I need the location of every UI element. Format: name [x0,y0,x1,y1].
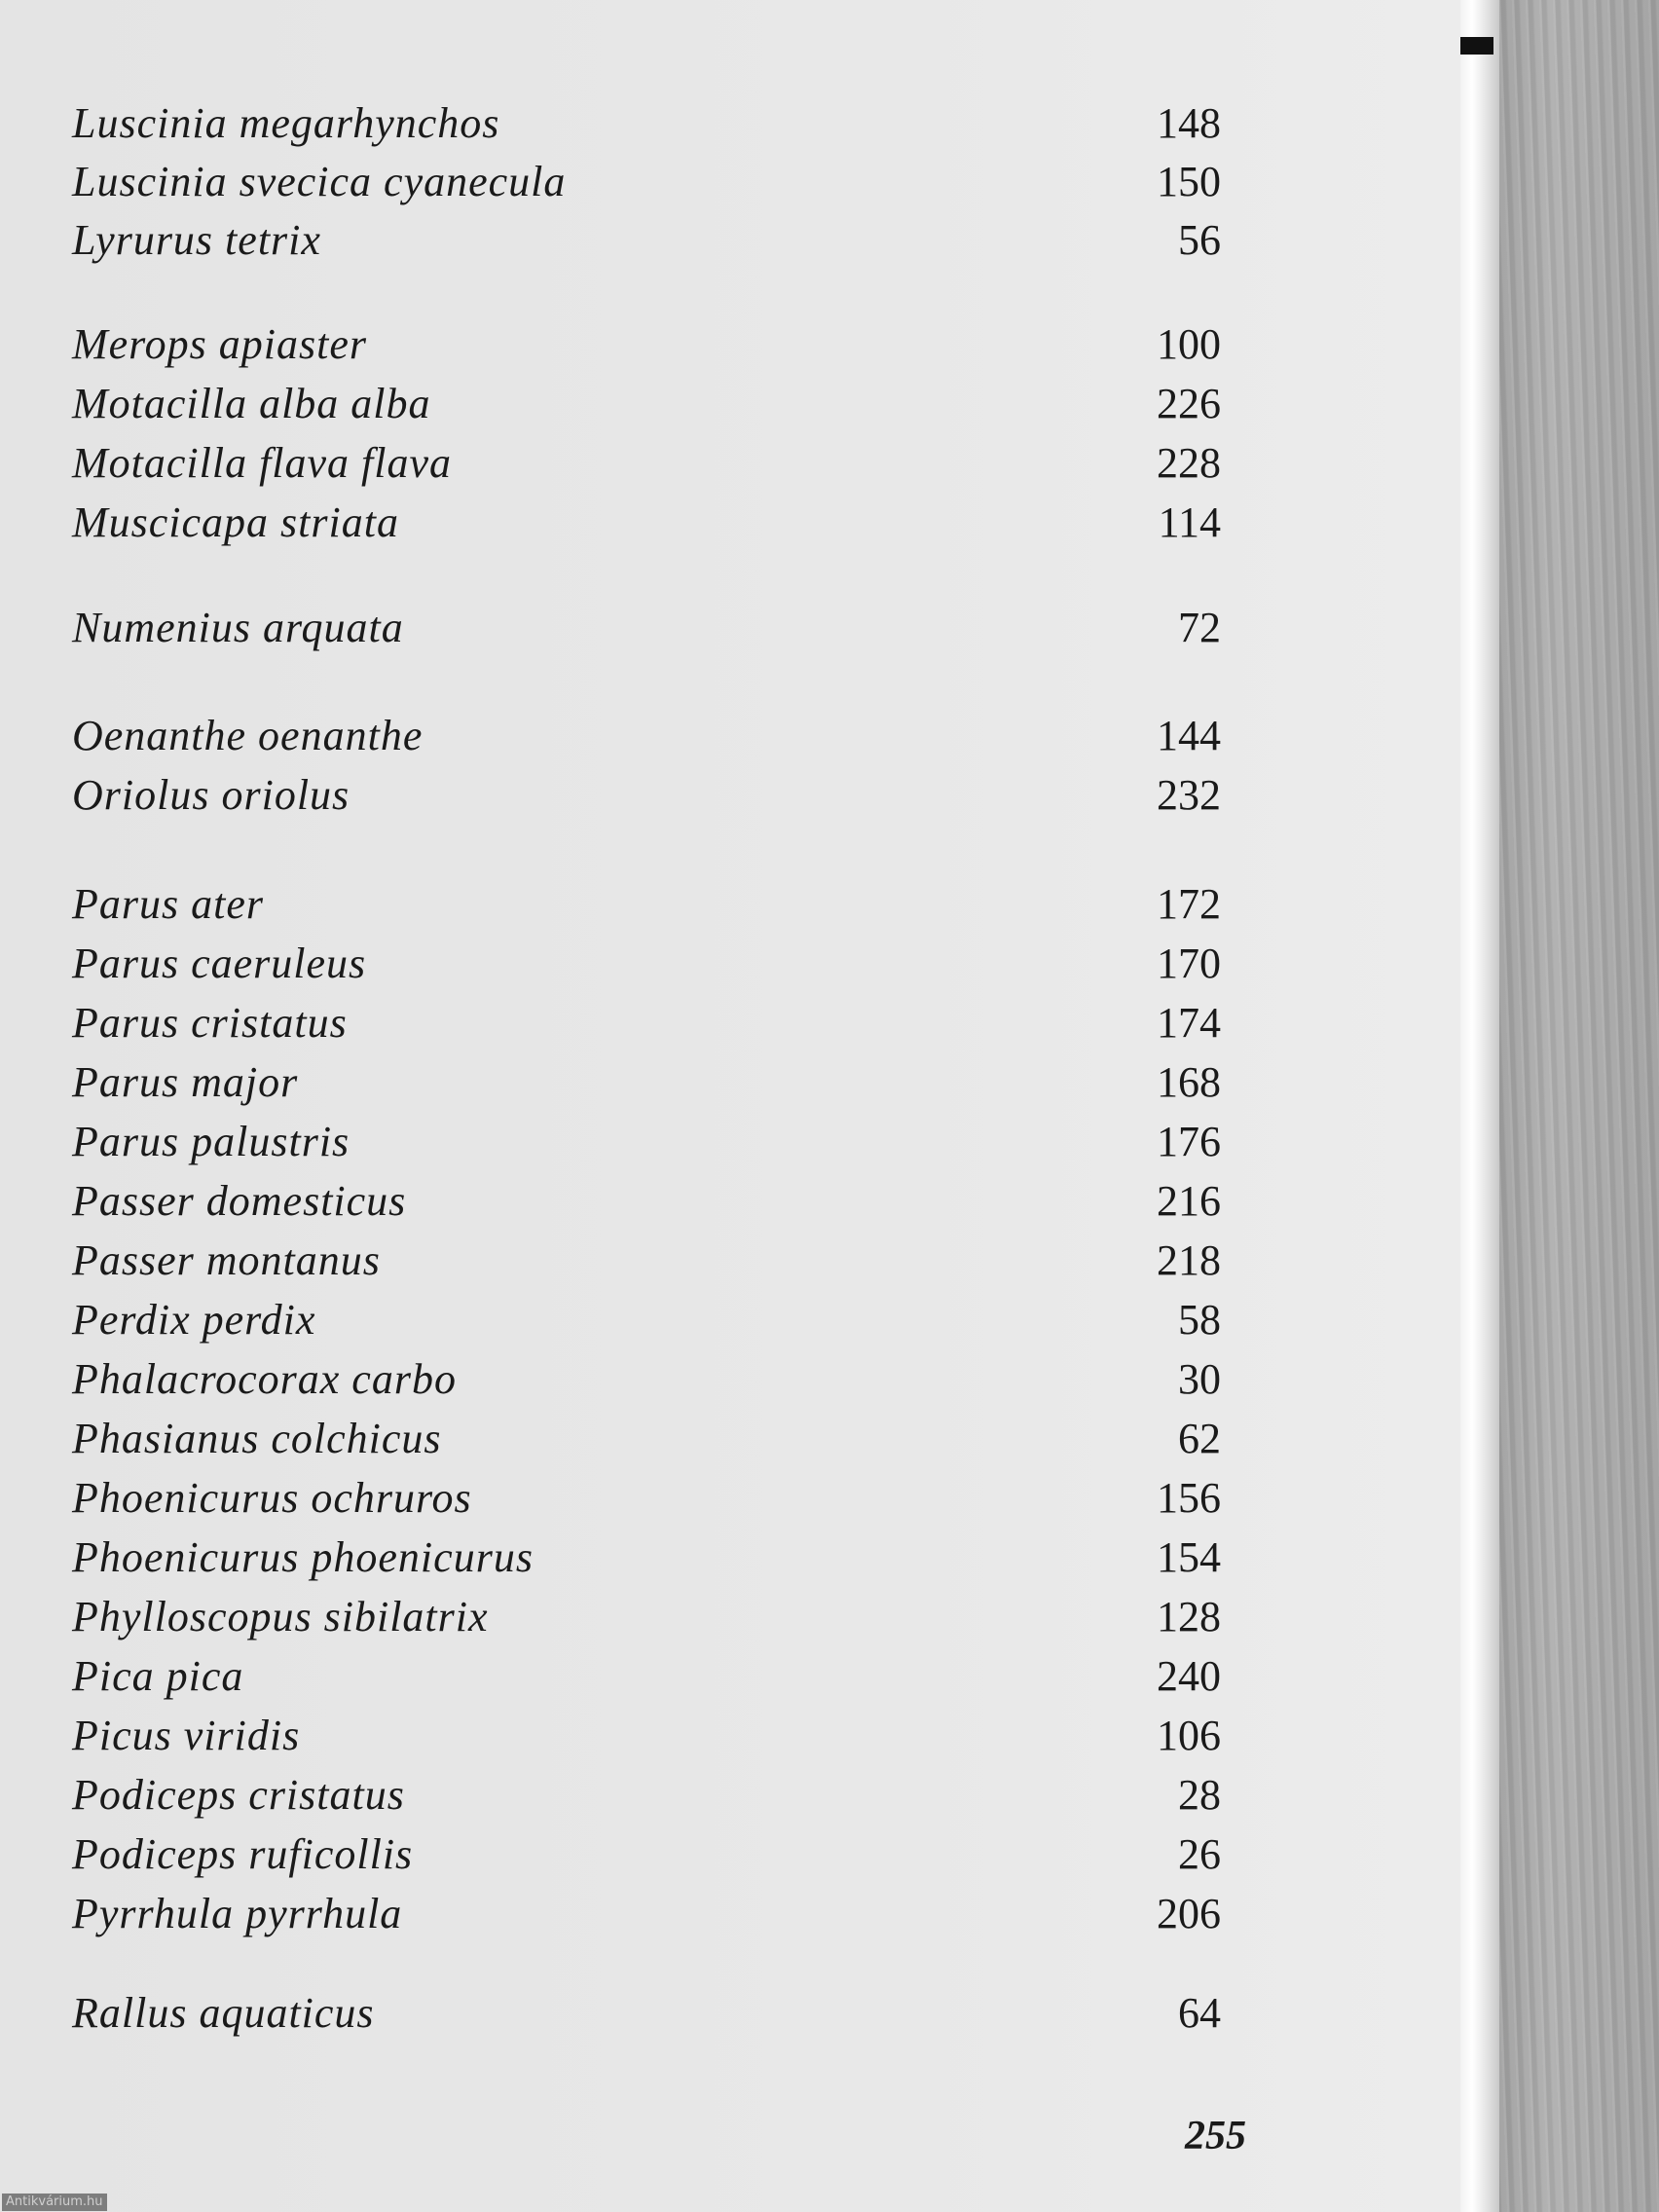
entry-page: 128 [1157,1593,1221,1641]
entry-page: 114 [1158,498,1221,546]
entry-name: Lyrurus tetrix [72,216,321,264]
index-entry [72,1887,1221,1941]
index-entry [72,317,1221,372]
index-entry [72,155,1221,209]
index-entry [72,377,1221,431]
entry-name: Motacilla alba alba [72,380,431,427]
index-entry [72,1590,1221,1644]
index-entry [72,1293,1221,1347]
index-entry [72,1649,1221,1704]
entry-name: Oriolus oriolus [72,771,350,819]
entry-name: Phasianus colchicus [72,1415,442,1462]
index-entry [72,436,1221,491]
entry-name: Parus major [72,1058,299,1106]
entry-name: Luscinia megarhynchos [72,99,500,147]
entry-page: 232 [1157,771,1221,819]
entry-name: Parus caeruleus [72,940,367,987]
entry-page: 228 [1157,439,1221,487]
entry-page: 156 [1157,1474,1221,1522]
entry-name: Parus ater [72,880,264,928]
index-entry [72,937,1221,991]
entry-name: Merops apiaster [72,320,368,368]
entry-page: 26 [1178,1830,1221,1878]
entry-name: Motacilla flava flava [72,439,453,487]
entry-name: Phalacrocorax carbo [72,1355,457,1403]
index-entry [72,1471,1221,1526]
entry-name: Phoenicurus ochruros [72,1474,472,1522]
entry-page: 56 [1178,216,1221,264]
entry-name: Pyrrhula pyrrhula [72,1890,403,1937]
index-entry [72,1115,1221,1169]
index-entry [72,1827,1221,1882]
entry-name: Parus palustris [72,1118,350,1165]
entry-page: 176 [1157,1118,1221,1165]
index-entry [72,996,1221,1051]
entry-page: 28 [1178,1771,1221,1819]
index-entry [72,1055,1221,1110]
entry-name: Picus viridis [72,1712,301,1759]
entry-name: Perdix perdix [72,1296,316,1344]
index-entry [72,1174,1221,1229]
entry-page: 216 [1157,1177,1221,1225]
index-entry [72,709,1221,763]
index-entry [72,1412,1221,1466]
page-number: 255 [1185,2114,1246,2158]
entry-page: 58 [1178,1296,1221,1344]
entry-page: 62 [1178,1415,1221,1462]
entry-page: 106 [1157,1712,1221,1759]
entry-name: Pica pica [72,1652,244,1700]
entry-page: 168 [1157,1058,1221,1106]
entry-page: 218 [1157,1236,1221,1284]
entry-page: 64 [1178,1989,1221,2037]
entry-name: Rallus aquaticus [72,1989,375,2037]
watermark: Antikvárium.hu [2,2194,107,2211]
entry-name: Phylloscopus sibilatrix [72,1593,489,1641]
entry-page: 172 [1157,880,1221,928]
index-entry [72,1352,1221,1407]
entry-name: Parus cristatus [72,999,348,1047]
entry-page: 148 [1157,99,1221,147]
entry-name: Podiceps ruficollis [72,1830,414,1878]
index-entry [72,601,1221,655]
index-entry [72,496,1221,550]
index-entry [72,213,1221,268]
entry-page: 226 [1157,380,1221,427]
entry-page: 170 [1157,940,1221,987]
entry-name: Muscicapa striata [72,498,399,546]
entry-page: 240 [1157,1652,1221,1700]
entry-page: 154 [1157,1533,1221,1581]
entry-name: Luscinia svecica cyanecula [72,158,567,205]
index-entry [72,1709,1221,1763]
entry-name: Numenius arquata [72,604,404,651]
entry-page: 72 [1178,604,1221,651]
index-entry [72,768,1221,823]
index-entry [72,1768,1221,1823]
entry-page: 144 [1157,712,1221,759]
index-entry [72,1986,1221,2041]
entry-page: 150 [1157,158,1221,205]
table-surface [1480,0,1659,2212]
entry-page: 30 [1178,1355,1221,1403]
index-entry [72,1234,1221,1288]
entry-name: Podiceps cristatus [72,1771,405,1819]
entry-name: Oenanthe oenanthe [72,712,424,759]
entry-name: Phoenicurus phoenicurus [72,1533,534,1581]
entry-name: Passer domesticus [72,1177,407,1225]
index-entry [72,877,1221,932]
entry-page: 100 [1157,320,1221,368]
entry-name: Passer montanus [72,1236,381,1284]
index-entry [72,1530,1221,1585]
entry-page: 206 [1157,1890,1221,1937]
entry-page: 174 [1157,999,1221,1047]
index-entry [72,96,1221,151]
